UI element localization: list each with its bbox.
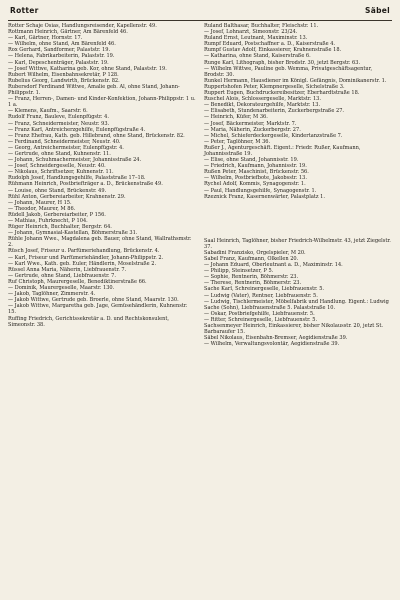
directory-entry: Ruland Ernst, Leutnant, Maximinstr. 13. <box>204 35 308 42</box>
directory-entry: Ruppert Eugen, Buchdruckereibesitzer, Eberhardtstraße 18. <box>204 90 360 97</box>
directory-entry: — Ritter, Schreinergeselle, Liebfrauenstr. 5. <box>204 316 318 323</box>
directory-entry: — Paul, Handlungsgehilfe, Synagogenstr. 1. <box>204 187 317 194</box>
directory-entry: — Elisabeth, Stundenarbeiterin, Zuckerbergstraße 27. <box>204 108 345 115</box>
directory-entry: — Theodor, Maurer, M 86. <box>8 205 76 212</box>
directory-entry: Rüssel Anna Maria, Näherin, Liebfrauenstr. 7. <box>8 266 127 273</box>
header-rule <box>8 20 392 21</box>
directory-entry: Rühl Anton, Gerbereiarbeiter, Krahnenstr. 29. <box>8 193 126 200</box>
directory-entry: Säbel Nikolaus, Eisenbahn-Bremser, Aegidienstraße 39. <box>204 335 348 342</box>
directory-entry: — Josef, Schneidergeselle, Neustr. 40. <box>8 163 106 170</box>
directory-entry: — Heinrich, Küfer, M 36. <box>204 114 268 121</box>
directory-entry: — Josef, Bäckermeister, Marktstr. 7. <box>204 120 297 127</box>
directory-entry: — Oskar, Postbriefgehilfe, Liebfrauenstr. 5. <box>204 310 315 317</box>
directory-entry: Ruschel Alois, Schlossergeselle, Marktstr. 13. <box>204 96 322 103</box>
left-column <box>8 23 196 347</box>
directory-entry: — Josef, Lohnarzt, Simeonstr. 23/24. <box>204 29 298 36</box>
directory-entry: Rumpf Gustav Adolf, Einkassierer, Krahnenstraße 18. <box>204 47 342 54</box>
directory-entry: — Wilhelm Wittwe, Pauline geb. Wemma, Privatgeschäftsagentur, Brodstr. 30. <box>204 65 373 78</box>
directory-entry: Rzeznick Franz, Kasernenwärter, Palastplatz 1. <box>204 193 325 200</box>
directory-entry: — Karl, Depeschenträger, Palaststr. 19. <box>8 59 109 66</box>
directory-entry: — Katharina, ohne Stand, Kaiserstraße 6. <box>204 53 311 60</box>
directory-entry: Rumpf Eduard, Postschaffner a. D., Kaiserstraße 4. <box>204 41 336 48</box>
directory-entry: — Benedikt, Dekorateurgehilfe, Marktstr. 13. <box>204 102 321 109</box>
columns <box>8 23 392 347</box>
directory-entry: Saal Heinrich, Taglöhner, bisher Friedrich-Wilhelmstr. 43, jetzt Ziegelstr. 37. <box>204 237 391 250</box>
directory-entry: Rußer J., Agenturgeschäft. Eigent.: Friedr. Rußer, Kaufmann, Johannisstraße 19. <box>204 144 361 157</box>
directory-entry: — Josef Wittwe, Katharina geb. Kor, ohne Stand, Palaststr. 19. <box>8 65 167 72</box>
directory-entry: — Johann Eduard, Oberleutnant a. D., Maximinstr. 14. <box>204 262 343 269</box>
directory-entry: — Nikolaus, Schriftsetzer, Kuhnenstr. 11. <box>8 169 114 176</box>
directory-entry: — Ludwig (Vater), Rentner, Liebfrauenstr. 5. <box>204 292 318 299</box>
page-header <box>8 6 392 18</box>
directory-entry: — Maria, Näherin, Zuckerbergstr. 27. <box>204 126 301 133</box>
directory-entry: Runkel Hermann, Hausdiener im Königl. Gefängnis, Dominikanerstr. 1. <box>204 77 387 84</box>
directory-entry: Ruffing Friedrich, Gerichtssekretär a. D. und Rechtskonsulent, Simeonstr. 38. <box>8 315 170 328</box>
header-right-name: Säbel <box>365 6 390 15</box>
directory-entry: — Louise, ohne Stand, Brückenstr. 49. <box>8 187 107 194</box>
directory-entry: — Dominik, Maurergeselle, Maarstr. 130. <box>8 285 115 292</box>
directory-entry: — Helena, Fabrikarbeiterin, Palaststr. 19. <box>8 53 115 60</box>
directory-entry: — Therese, Rentnerin, Böhmerstr. 23. <box>204 280 302 287</box>
directory-entry: Rychel Adolf, Kommis, Synagogenstr. 1. <box>204 181 306 188</box>
directory-entry: — Franz, Herren-, Damen- und Kinder-Konfektion, Johann-Philippstr. 1 u. 1 a. <box>8 96 196 109</box>
directory-entry: Rüger Heinrich, Buchhalter, Bergstr. 64. <box>8 224 112 231</box>
directory-entry: — Gertrude, ohne Stand, Kuhnenstr. 11. <box>8 150 111 157</box>
directory-entry: — Ludwig, Tischlermeister, Möbelfabrik und Handlung. Eigent.: Ludwig Sache (Sohn), Liebfrauenstraße 5. Palaststraße 10. <box>204 298 389 311</box>
directory-entry: — Mathias, Fuhrknecht, P 104. <box>8 218 88 224</box>
directory-entry: — Gertrude, ohne Stand, Liebfrauenstr. 7. <box>8 272 116 279</box>
directory-entry: Rottmann Heinrich, Gärtner, Am Bärenfeld 46. <box>8 29 128 36</box>
directory-entry: — Franz Ehefrau, Kath. geb. Hillebrand, ohne Stand, Brückenstr. 82. <box>8 132 185 139</box>
directory-entry: Rühle Johann Wwe., Magdalena geb. Bauer, ohne Stand, Wallrathsmstr. 2. <box>8 236 192 249</box>
directory-entry: Rox Gerhard, Sandformer, Palaststr. 19. <box>8 47 111 54</box>
directory-entry: Rußen Peter, Maschinist, Brückenstr. 56. <box>204 169 309 176</box>
directory-entry: — Georg, Antreichermeister, Eulenpfügstr. 4. <box>8 144 124 151</box>
directory-entry: Sabel Franz, Kaufmann, Olkellen 20. <box>204 256 299 262</box>
directory-entry: — Wilhelm, ohne Stand, Am Bärenfeld 46. <box>8 41 116 48</box>
directory-entry: — Johann, Gymnasial-Kastellan, Böhmerstraße 31. <box>8 230 138 237</box>
directory-entry: Rüsch Josef, Friseur u. Parfümeriehandlung, Brückenstr. 4. <box>8 248 160 255</box>
directory-entry: Rüdell Jakob, Gerbereiarbeiter, P 156. <box>8 211 106 218</box>
directory-entry: Rudolf Franz, Bauleve, Eulenpfügstr. 4. <box>8 114 109 121</box>
directory-entry: — Friedrich, Kaufmann, Johannisstr. 19. <box>204 163 307 170</box>
directory-entry: — Philipp, Steinsetzer, P 5. <box>204 268 274 275</box>
directory-entry: Ruppertshofen Peter, Klempnergeselle, Sichelstraße 3. <box>204 83 345 90</box>
directory-entry: Sache Karl, Schreinergeselle, Liebfrauenstr. 5. <box>204 286 325 293</box>
directory-entry: Sachsenmeyer Heinrich, Einkassierer, bisher Nikolausstr. 20, jetzt St. Barbaraufer 15. <box>204 323 383 336</box>
directory-entry: Ruland Balthasar, Buchhalter, Fleischstr. 11. <box>204 23 319 29</box>
directory-entry: Runge Karl, Lithograph, bisher Brodstr. 30, jetzt Bergstr. 63. <box>204 59 361 66</box>
directory-entry: — Franz Karl, Antreicherzgehilfe, Eulenpfügstraße 4. <box>8 126 146 133</box>
directory-entry: — Franz, Schneidermeister, Neustr. 93. <box>8 120 110 127</box>
directory-entry: Rühmann Heinrich, Postbriefträger a. D., Brückenstraße 49. <box>8 181 163 188</box>
right-column <box>204 23 392 347</box>
directory-entry: — Jakob Wittwe, Gertrude geb. Broerle, ohne Stand, Maarstr. 130. <box>8 297 179 304</box>
directory-entry: — Johann, Maurer, H 15. <box>8 199 72 206</box>
directory-entry: — Elise, ohne Stand, Johannisstr. 19. <box>204 157 299 164</box>
directory-entry: — Peter, Taglöhner, M 36. <box>204 138 271 145</box>
directory-entry: Rubersdorf Ferdinand Wittwe, Amalie geb. Al, ohne Stand, Johann-Philippstr. 1. <box>8 83 180 97</box>
directory-entry: — Karl Wwe., Kath. geb. Euler, Händlerin, Moselstraße 2. <box>8 260 157 267</box>
directory-entry: Rotter Schaje Osias, Handlungsreisender, Kapellenstr. 49. <box>8 23 157 29</box>
header-left-name: Rotter <box>10 6 39 15</box>
directory-entry: — Wilhelm, Verwaltungsvolontär, Aegidienstraße 39. <box>204 341 340 348</box>
directory-entry: — Michel, Schieferdeckergeselle, Kindertanzstraße 7. <box>204 132 343 139</box>
directory-entry: Rudolph Josef, Handlungsgehilfe, Palaststraße 17–18. <box>8 175 146 182</box>
directory-entry: Sabadini Franzisko, Orgelspieler, M 20. <box>204 249 306 256</box>
directory-entry: Ruf Christoph, Maurergeselle, Benediktinerstraße 66. <box>8 278 147 285</box>
directory-entry: — Johann, Schuhmachermeister, Johannisstraße 24. <box>8 157 142 164</box>
directory-entry: — Jakob, Taglöhner, Zimmerstr. 4. <box>8 291 96 298</box>
section-gap <box>204 216 392 222</box>
directory-entry: — Wilhelm, Postbriefbote, Jakobsstr. 13. <box>204 175 307 182</box>
directory-entry: — Sophie, Rentnerin, Böhmerstr. 23. <box>204 274 299 281</box>
directory-entry: — Jakob Wittwe, Margaretha geb. Jage, Gemüsehändlerin, Kuhnenstr. 15. <box>8 303 188 316</box>
directory-entry: Rubert Wilhelm, Eisenbahnsekretär, P 128. <box>8 71 119 78</box>
directory-entry: Rubelius Georg, Landwirth, Brückenstr. 82. <box>8 77 120 84</box>
directory-entry: — Ferdinand, Schneidermeister, Neustr. 40. <box>8 138 121 145</box>
directory-entry: — Karl, Gärtner, Hornstr. 17. <box>8 35 83 42</box>
directory-entry: — Karl, Friseur und Parfümeriehändler, Johann-Philippstr. 2. <box>8 254 164 261</box>
directory-entry: — Klemens, Kaufm., Saarstr. 6. <box>8 108 88 115</box>
